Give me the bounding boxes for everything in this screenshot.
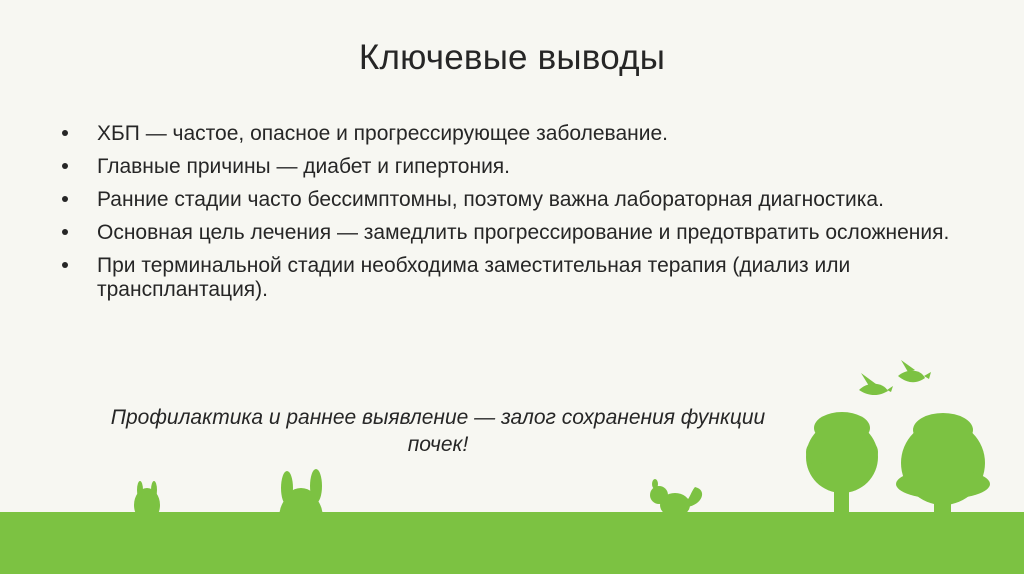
rabbit-large-icon [279, 469, 323, 545]
bullet-text: При терминальной стадии необходима заместительная терапия (диализ или трансплантация). [97, 254, 851, 301]
bullet-text: ХБП — частое, опасное и прогрессирующее заболевание. [97, 122, 668, 145]
tree-icon [896, 413, 990, 522]
bullet-icon [62, 130, 68, 136]
bullet-icon [62, 229, 68, 235]
tree-icon [806, 412, 878, 520]
bullet-icon [62, 196, 68, 202]
bullet-text: Ранние стадии часто бессимптомны, поэтому важна лабораторная диагностика. [97, 188, 884, 211]
grass-ground [0, 512, 1024, 574]
bullet-item [60, 122, 960, 146]
conclusion-text: Профилактика и раннее выявление — залог сохранения функции почек! [110, 406, 766, 456]
bullet-item [60, 155, 960, 179]
bullet-icon [62, 262, 68, 268]
bullet-item [60, 188, 960, 212]
bullet-icon [62, 163, 68, 169]
squirrel-icon [650, 479, 702, 517]
bullet-text: Основная цель лечения — замедлить прогрессирование и предотвратить осложнения. [97, 221, 950, 244]
rabbit-small-icon [134, 481, 160, 522]
bird-icon [898, 360, 931, 382]
slide-title: Ключевые выводы [358, 38, 666, 77]
bullet-list [60, 122, 960, 311]
bullet-text: Главные причины — диабет и гипертония. [97, 155, 511, 178]
bullet-item [60, 254, 960, 302]
bird-icon [859, 373, 893, 395]
bullet-item [60, 221, 960, 245]
